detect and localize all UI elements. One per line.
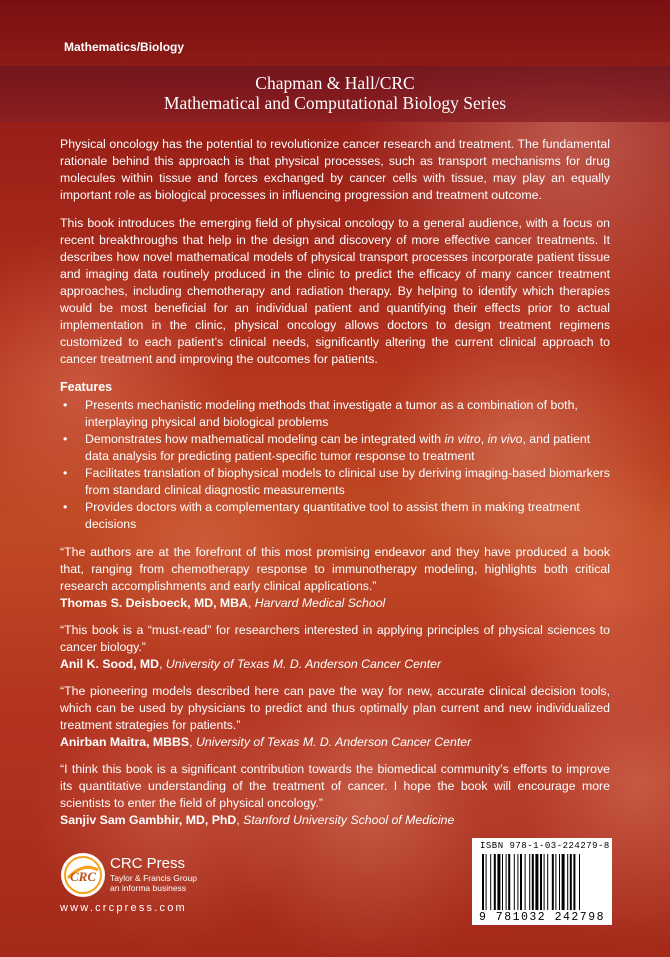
feature-text: , and patient data analysis for predicting patient-specific tumor response to treatment (85, 432, 591, 463)
barcode-bar (570, 854, 572, 910)
barcode-bar (502, 854, 503, 910)
endorsement-text: “This book is a “must-read” for researchers interested in applying principles of physical sciences to cancer biology.” (60, 623, 610, 654)
isbn-label: ISBN 978-1-03-224279-8 (480, 841, 610, 851)
endorser-name: Sanjiv Sam Gambhir, MD, PhD (60, 813, 237, 827)
barcode-bar (508, 854, 510, 910)
barcode-bar (525, 854, 526, 910)
endorser-institution: University of Texas M. D. Anderson Cancer Center (165, 657, 442, 671)
barcode-bar (555, 854, 556, 910)
barcode-bar (559, 854, 560, 910)
isbn-barcode (472, 838, 612, 925)
endorsement (60, 761, 610, 829)
publisher-tagline (110, 873, 197, 893)
features-list (60, 397, 610, 533)
barcode-bar (579, 854, 580, 910)
barcode-bar (506, 854, 507, 910)
feature-italic: in vitro (444, 432, 481, 446)
barcode-bar (573, 854, 575, 910)
endorsement-attribution: Sanjiv Sam Gambhir, MD, PhD, Stanford University School of Medicine (60, 813, 455, 827)
endorsement-attribution: Anirban Maitra, MBBS, University of Texas M. D. Anderson Cancer Center (60, 735, 472, 749)
endorsement-text: “The authors are at the forefront of this most promising endeavor and they have produced a book that, ranging from chemotherapy response to immunotherapy modeling, highlights both critical research accomplishments and early clinical applications.” (60, 545, 610, 593)
publisher-website: www.crcpress.com (60, 902, 187, 914)
endorser-institution: Harvard Medical School (254, 596, 386, 610)
barcode-bar (482, 854, 484, 910)
endorser-name: Anil K. Sood, MD (60, 657, 160, 671)
barcode-bar (486, 854, 487, 910)
endorsement (60, 683, 610, 751)
publisher-name: CRC Press (110, 855, 186, 872)
barcode-bar (567, 854, 568, 910)
series-banner (0, 66, 670, 122)
description-paragraph-1: Physical oncology has the potential to revolutionize cancer research and treatment. The fundamental rationale behind this approach is that physical processes, such as transport mechanisms for drug molecules within tissue and forces exchanged by cancer cells with tissue, may play an equally important role as biological processes in influencing progression and treatment outcome. (60, 137, 610, 202)
endorser-institution: Stanford University School of Medicine (243, 813, 455, 827)
feature-italic: in vivo (487, 432, 523, 446)
top-band (0, 0, 670, 66)
crc-press-logo-icon (60, 852, 106, 898)
barcode-number: 9 781032 242798 (478, 911, 606, 924)
endorser-name: Thomas S. Deisboeck, MD, MBA (60, 596, 248, 610)
endorsement (60, 622, 610, 673)
barcode-bar (552, 854, 554, 910)
barcode-bar (544, 854, 545, 910)
features-heading: Features (60, 380, 113, 394)
barcode-bar (529, 854, 530, 910)
feature-item: • Provides doctors with a complementary quantitative tool to assist them in making treatment decisions (60, 499, 610, 533)
series-title: Mathematical and Computational Biology Series (163, 93, 507, 113)
publisher-business: an informa business (110, 883, 187, 893)
endorsement-text: “I think this book is a significant contribution towards the biomedical community’s efforts to improve its quantitative understanding of the treatment of cancer. I hope the book will encourage more scientists to enter the field of physical oncology.” (60, 762, 610, 810)
barcode-bar (532, 854, 534, 910)
barcode-bar (562, 854, 565, 910)
barcode-bar (514, 854, 515, 910)
barcode-bar (540, 854, 542, 910)
barcode-bar (494, 854, 496, 910)
feature-text: , (480, 432, 488, 446)
subject-label: Mathematics/Biology (64, 40, 185, 54)
barcode-bar (517, 854, 518, 910)
barcode-bar (535, 854, 538, 910)
barcode-bar (547, 854, 548, 910)
feature-item: • Presents mechanistic modeling methods that investigate a tumor as a combination of both, interplaying physical and biological problems (60, 397, 610, 431)
back-cover-text (60, 136, 610, 839)
endorser-institution: University of Texas M. D. Anderson Cancer Center (195, 735, 472, 749)
endorsement-text: “The pioneering models described here can pave the way for new, accurate clinical decision tools, which can be used by physicians to predict and thus optimally plan current and new individualized treatment strategies for patients.” (60, 684, 610, 732)
endorsement-attribution: Anil K. Sood, MD, University of Texas M. D. Anderson Cancer Center (60, 657, 442, 671)
description-paragraph-2: This book introduces the emerging field of physical oncology to a general audience, with a focus on recent breakthroughs that help in the design and discovery of more effective cancer treatments. It describes how novel mathematical models of physical transport processes incorporate patient tissue and imaging data routinely produced in the clinic to predict the efficacy of many cancer treatment approaches, including chemotherapy and radiation therapy. By helping to identify which therapies would be most beneficial for an individual patient and quantifying their effects prior to actual implementation in the clinic, physical oncology allows doctors to design treatment regimens customized to each patient’s clinical needs, significantly altering the current clinical approach to cancer treatment and improving the outcomes for patients. (60, 216, 610, 366)
series-publisher: Chapman & Hall/CRC (255, 73, 415, 93)
logo-text: CRC (69, 869, 97, 884)
barcode-icon (482, 854, 602, 910)
feature-item (60, 431, 610, 465)
barcode-bar (520, 854, 522, 910)
endorsement-attribution: Thomas S. Deisboeck, MD, MBA, Harvard Medical School (60, 596, 386, 610)
endorsement (60, 544, 610, 612)
barcode-bar (490, 854, 491, 910)
endorser-name: Anirban Maitra, MBBS (60, 735, 190, 749)
publisher-group: Taylor & Francis Group (110, 873, 197, 883)
feature-text: Demonstrates how mathematical modeling can be integrated with (85, 432, 445, 446)
feature-item: • Facilitates translation of biophysical models to clinical use by deriving imaging-based biomarkers from standard clinical diagnostic measurements (60, 465, 610, 499)
barcode-bar (497, 854, 500, 910)
